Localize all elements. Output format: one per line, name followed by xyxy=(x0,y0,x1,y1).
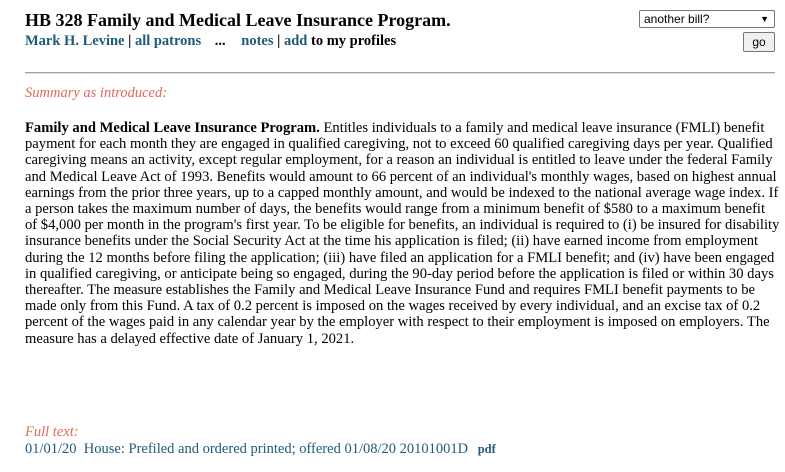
bill-jump-form xyxy=(639,10,775,49)
pdf-link[interactable]: pdf xyxy=(477,442,496,456)
summary-body: Entitles individuals to a family and medical leave insurance (FMLI) benefit payment for each month they are engaged in qualified caregiving, not to exceed 60 qualified caregiving days per year. Qualified caregiving means an activity, except regular employment, for a reason an individual is entitled to leave under the federal Family and Medical Leave Act of 1993. Benefits would amount to 66 percent of an individual's monthly wages, based on highest annual earnings from the prior three years, up to a capped monthly amount, and would be indexed to the national average wage index. If a person takes the maximum number of days, the benefits would range from a minimum benefit of $580 to a maximum benefit of $4,000 per month in the program's first year. To be eligible for benefits, an individual is required to (i) be insured for disability insurance benefits under the Social Security Act at the time his application is filed; (ii) have earned income from employment during the 12 months before filing the application; (iii) have filed an application for a FMLI benefit; and (iv) have been engaged in qualified caregiving, or anticipate being so engaged, during the 90-day period before the application is filed or within 30 days thereafter. The measure establishes the Family and Medical Leave Insurance Fund and requires FMLI benefit payments to be made only from this Fund. A tax of 0.2 percent is imposed on the wages received by every individual, and an excise tax of 0.2 percent of the wages paid in any calendar year by the employer with respect to their employment is imposed on employers. The measure has a delayed effective date of January 1, 2021. xyxy=(25,120,780,347)
add-link[interactable]: add xyxy=(283,33,308,49)
separator: | xyxy=(128,33,132,49)
summary-text xyxy=(25,120,780,347)
version-link[interactable]: 01/01/20 House: Prefiled and ordered printed; offered 01/08/20 20101001D xyxy=(25,441,469,457)
ellipsis: ... xyxy=(214,33,226,49)
divider xyxy=(25,72,775,74)
bill-title: HB 328 Family and Medical Leave Insurance Program. xyxy=(25,10,451,30)
bill-subline xyxy=(25,32,625,50)
notes-link[interactable]: notes xyxy=(241,33,274,49)
to-profiles-text: to my profiles xyxy=(310,33,397,49)
summary-lead: Family and Medical Leave Insurance Program. xyxy=(25,120,320,136)
summary-heading: Summary as introduced: xyxy=(25,85,168,101)
go-button[interactable]: go xyxy=(743,32,775,52)
full-text-heading: Full text: xyxy=(25,424,79,440)
separator: | xyxy=(277,33,281,49)
patron-link[interactable]: Mark H. Levine xyxy=(25,33,125,49)
bill-header xyxy=(25,10,625,50)
bill-select-value: another bill? xyxy=(644,12,710,26)
chevron-down-icon: ▼ xyxy=(760,14,769,24)
bill-select[interactable] xyxy=(639,10,775,28)
full-text-version-row xyxy=(25,441,496,457)
all-patrons-link[interactable]: all patrons xyxy=(134,33,202,49)
